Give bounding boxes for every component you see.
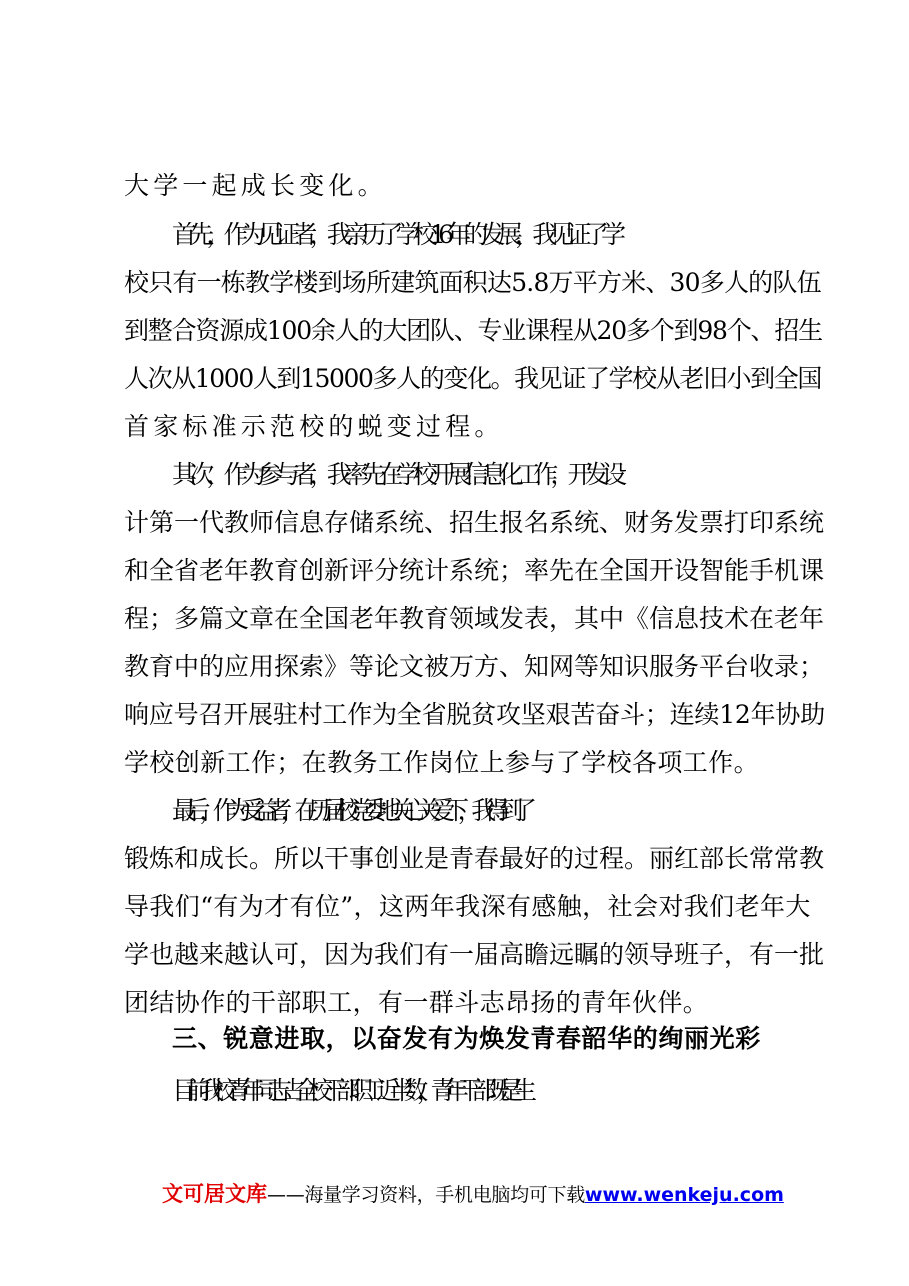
paragraph-2-line-1: 其次，作为参与者，我率先在学校开展信息化工作，开发设 (172, 460, 620, 489)
paragraph-3-line-1: 最后，作为受益者，在历届校党委地关心关爱下，我得到了 (172, 796, 526, 825)
paragraph-1-line-1: 首先，作为见证者，我亲历了学校16年的发展，我见证了学 (172, 220, 619, 249)
paragraph-4-line-1: 目前我校青年同志占全校干部职工近半数，青年干部既是生 (172, 1076, 526, 1105)
page-footer (162, 1181, 784, 1208)
paragraph-2-line-5: 教育中的应用探索》等论文被万方、知网等知识服务平台收录； (124, 652, 825, 681)
paragraph-2-line-6: 响应号召开展驻村工作为全省脱贫攻坚艰苦奋斗；连续12年协助 (124, 700, 826, 729)
paragraph-2-line-7: 学校创新工作；在教务工作岗位上参与了学校各项工作。 (124, 748, 760, 777)
paragraph-3-line-4: 学也越来越认可，因为我们有一届高瞻远瞩的领导班子，有一批 (124, 940, 825, 969)
paragraph-1-line-3: 到整合资源成100余人的大团队、专业课程从20多个到98个、招生 (124, 316, 822, 345)
paragraph-3-line-5: 团结协作的干部职工，有一群斗志昂扬的青年伙伴。 (124, 988, 709, 1017)
text-line-1: 大学一起成长变化。 (124, 171, 387, 200)
footer-url-link[interactable]: www.wenkeju.com (584, 1184, 784, 1206)
paragraph-2-line-2: 计第一代教师信息存储系统、招生报名系统、财务发票打印系统 (124, 508, 825, 537)
paragraph-3-line-2: 锻炼和成长。所以干事创业是青春最好的过程。丽红部长常常教 (124, 844, 825, 873)
paragraph-3-line-3: 导我们“有为才有位”，这两年我深有感触，社会对我们老年大 (124, 892, 811, 921)
paragraph-2-line-4: 程；多篇文章在全国老年教育领域发表，其中《信息技术在老年 (124, 604, 825, 633)
paragraph-1-line-2: 校只有一栋教学楼到场所建筑面积达5.8万平方米、30多人的队伍 (124, 268, 821, 297)
paragraph-1-line-5: 首家标准示范校的蜕变过程。 (124, 412, 504, 441)
paragraph-1-line-4: 人次从1000人到15000多人的变化。我见证了学校从老旧小到全国 (124, 364, 821, 393)
footer-brand: 文可居文库 (162, 1182, 267, 1206)
paragraph-2-line-3: 和全省老年教育创新评分统计系统；率先在全国开设智能手机课 (124, 556, 825, 585)
footer-tagline: ——海量学习资料，手机电脑均可下载 (267, 1184, 585, 1206)
section-heading: 三、锐意进取，以奋发有为焕发青春韶华的绚丽光彩 (172, 1024, 761, 1053)
